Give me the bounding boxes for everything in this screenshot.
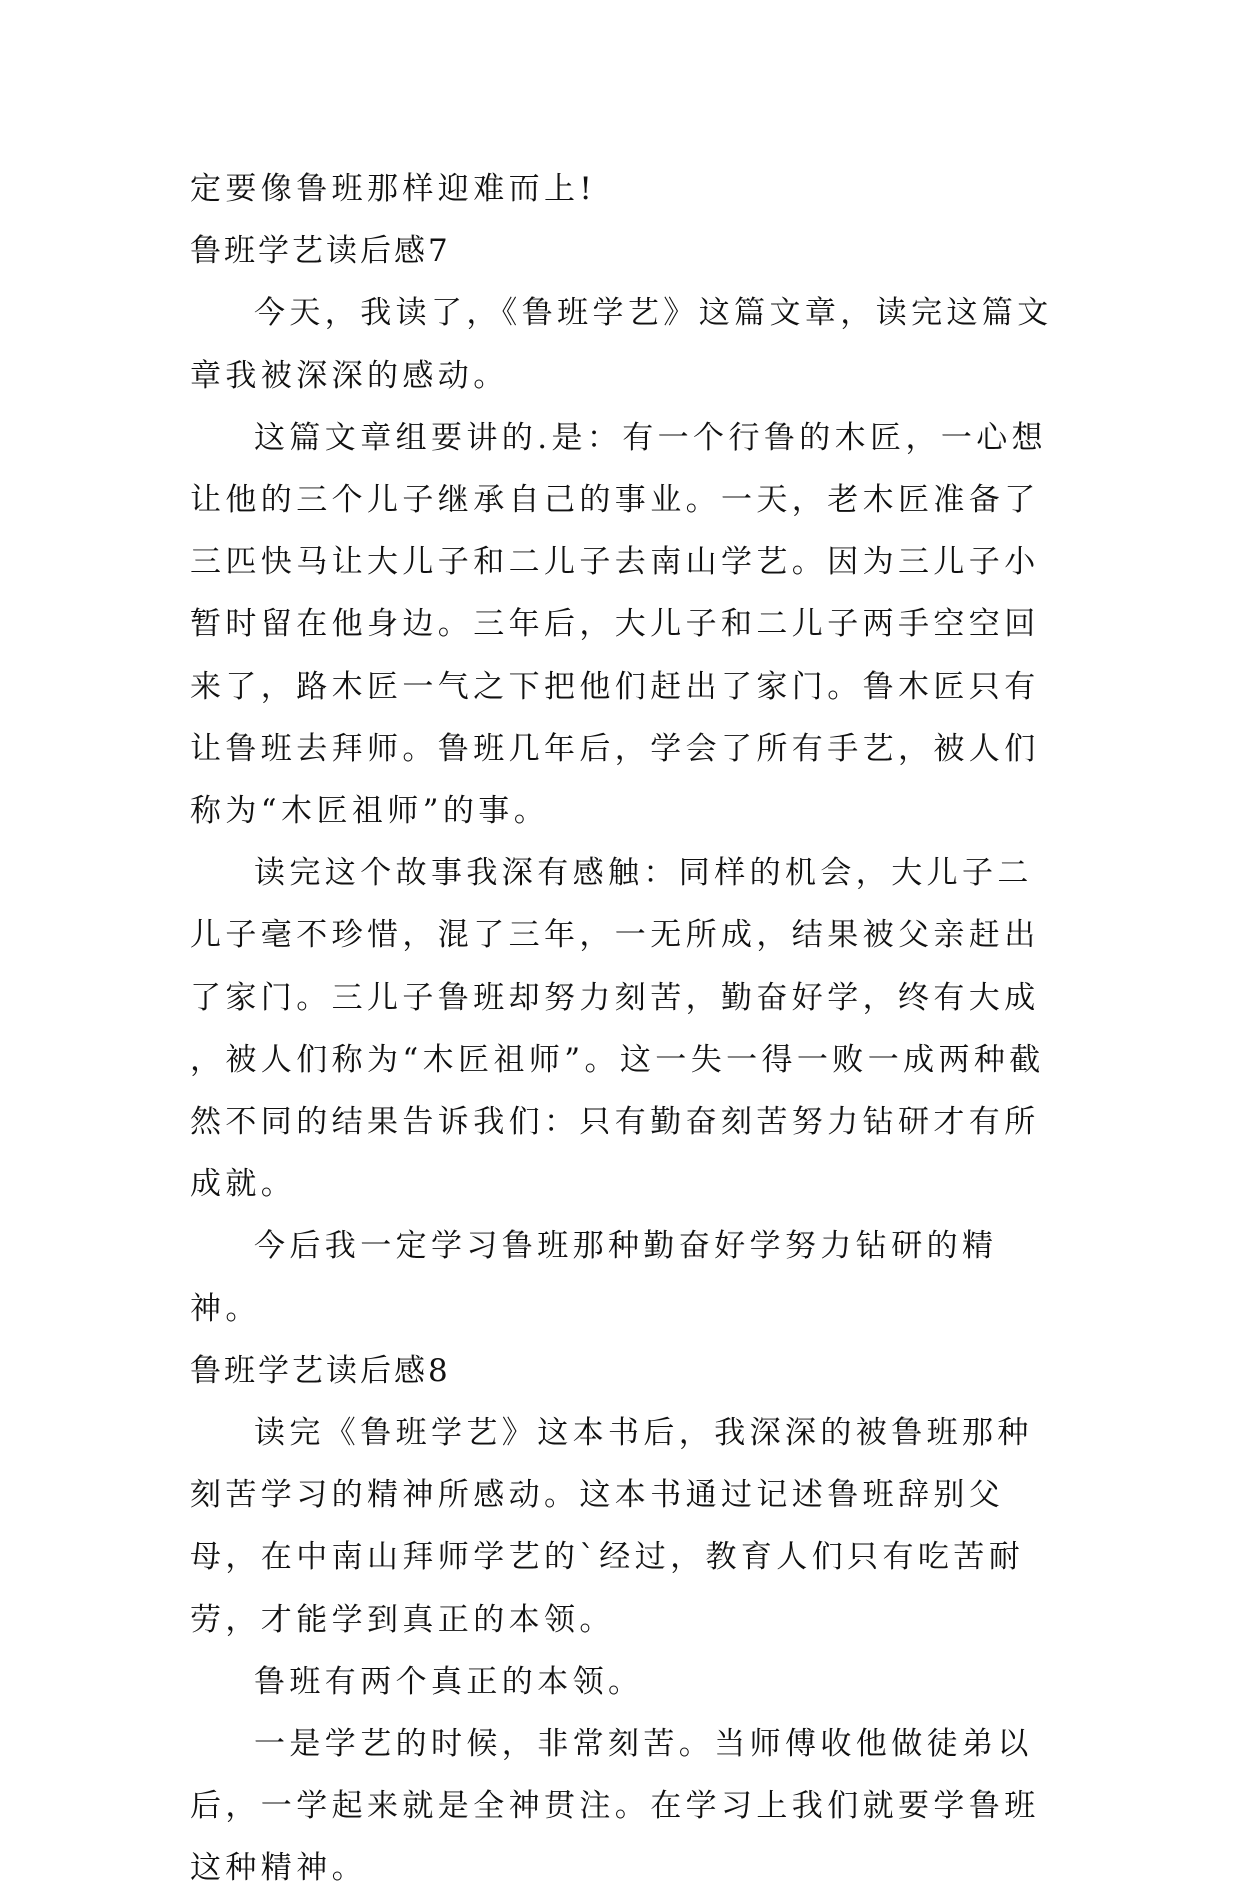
paragraph-3: 今天，我读了，《鲁班学艺》这篇文章，读完这篇文章我被深深的感动。 [190,295,1053,394]
paragraph-6: 今后我一定学习鲁班那种勤奋好学努力钻研的精神。 [190,1228,998,1327]
section-heading-7: 鲁班学艺读后感7 [190,233,451,270]
paragraph-8: 读完《鲁班学艺》这本书后，我深深的被鲁班那种刻苦学习的精神所感动。这本书通过记述鲁班辞别父母，在中南山拜师学艺的`经过，教育人们只有吃苦耐劳，才能学到真正的本领。 [190,1415,1033,1638]
section-heading-8: 鲁班学艺读后感8 [190,1352,451,1389]
paragraph-4: 这篇文章组要讲的.是：有一个行鲁的木匠，一心想让他的三个儿子继承自己的事业。一天，老木匠准备了三匹快马让大儿子和二儿子去南山学艺。因为三儿子小暂时留在他身边。三年后，大儿子和二儿子两手空空回来了，路木匠一气之下把他们赶出了家门。鲁木匠只有让鲁班去拜师。鲁班几年后，学会了所有手艺，被人们称为“木匠祖师”的事。 [190,419,1048,830]
paragraph-10: 一是学艺的时候，非常刻苦。当师傅收他做徒弟以后，一学起来就是全神贯注。在学习上我们就要学鲁班这种精神。 [190,1726,1040,1887]
paragraph-5: 读完这个故事我深有感触：同样的机会，大儿子二儿子毫不珍惜，混了三年，一无所成，结果被父亲赶出了家门。三儿子鲁班却努力刻苦，勤奋好学，终有大成 ，被人们称为“木匠祖师”。这一失一得一败一成两种截然不同的结果告诉我们：只有勤奋刻苦努力钻研才有所成就。 [190,855,1045,1203]
paragraph-1: 定要像鲁班那样迎难而上! [190,171,597,207]
paragraph-9: 鲁班有两个真正的本领。 [254,1663,644,1700]
document-body [190,158,1065,1900]
